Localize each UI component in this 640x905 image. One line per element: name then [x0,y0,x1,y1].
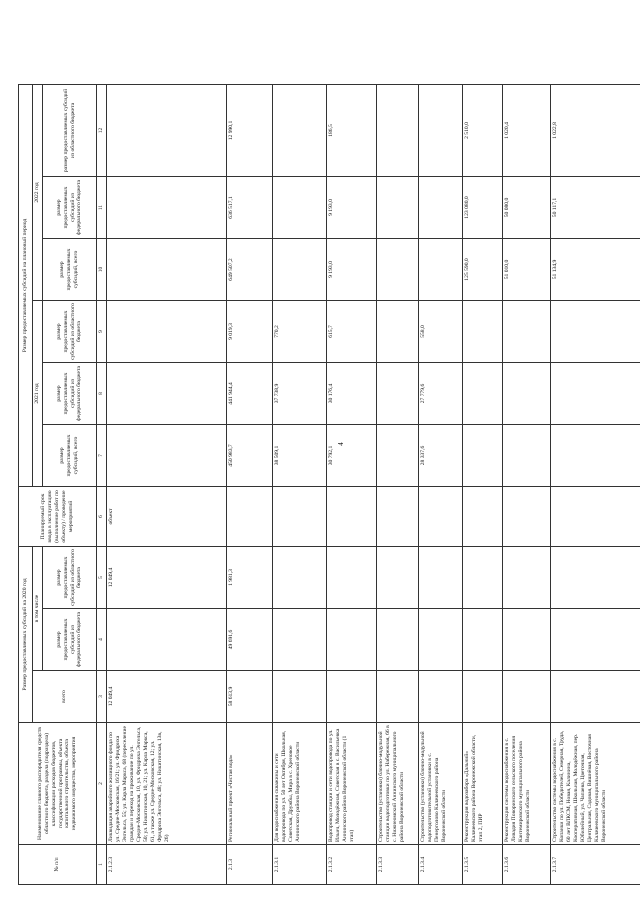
cell-name: Строительство (установки) блочно-модульной водоподготовительной установки в с. Пенерголово Калачеевского района Воронежской области [418,723,462,845]
cell-f22 [106,177,226,239]
subsidy-table [18,84,640,885]
cell-num: 2.1.3.2 [326,845,376,885]
cell-stage [376,487,418,547]
cell-f21: 27 779,6 [418,363,462,425]
cell-f21: 30 176,4 [326,363,376,425]
cell-o21 [376,301,418,363]
cell-num: 2.1.3.4 [418,845,462,885]
cell-total [272,671,326,723]
cell-num: 2.1.3.5 [462,845,502,885]
cell-o21: 9 019,3 [226,301,272,363]
table-row [502,85,550,885]
header-num: № п/п [19,845,97,885]
cell-total: 58 613,9 [226,671,272,723]
cell-t21: 450 983,7 [226,425,272,487]
cell-t21: 38 509,1 [272,425,326,487]
cell-o22: 1 022,8 [550,85,640,177]
cell-t21 [106,425,226,487]
column-index: 8 [97,363,107,425]
cell-stage: объект [106,487,226,547]
column-index: 9 [97,301,107,363]
cell-o22 [376,85,418,177]
header-fed-2022: размер предоставляемых субсидий из федерального бюджета [43,177,97,239]
cell-total [550,671,640,723]
cell-t22 [272,239,326,301]
cell-name: Ликвидация аварийного жилищного фонда по ул. Средне-Московская, 16/21; ул. Фридриха Энгельса, 55; ул. Карла Маркса, 68 (переселение граждан и переход на проживание по ул. Средне-Московская, 10, ул. Фридриха Энгельса, 50; ул. Никитинская, 10, 21; ул. Карла Маркса, 61, а также ул. Средне-Московская, 12; ул. Фридриха Энгельса, 48; ул. Никитинская, 13в, 26) [106,723,226,845]
cell-o22 [106,85,226,177]
cell-fed [502,609,550,671]
header-fed-2021: размер предоставляемых субсидий из федерального бюджета [43,363,97,425]
cell-o21: 770,2 [272,301,326,363]
header-2020: Размер предоставляемых субсидий на 2020 год [19,547,33,723]
header-incl: в том числе [33,547,43,671]
cell-stage [272,487,326,547]
table-row [226,85,272,885]
cell-o21 [462,301,502,363]
table-row [462,85,502,885]
cell-name: Реконструкция системы водоснабжения в с. Ливадия Поворинского сельского поселения Кантемировского муниципального района Воронежской области [502,723,550,845]
cell-t21 [376,425,418,487]
cell-o22: 12 990,1 [226,85,272,177]
cell-num: 2.1.3.6 [502,845,550,885]
cell-f21 [462,363,502,425]
cell-name: Строительство (установки) блочно-модульной станции водоподготовки по ул. Набережная, 66 в с. Нижнеомский Аннинского муниципального района Воронежской области [376,723,418,845]
cell-total [326,671,376,723]
cell-f22: 9 193,0 [326,177,376,239]
column-index: 2 [97,723,107,845]
column-index: 5 [97,547,107,609]
cell-num: 2.1.3 [226,845,272,885]
header-name: Наименование главного распорядителя средств областного бюджета, раздела (подраздела) классификации расходов бюджетов, государственной программы, объекта капитального строительства, объекта недвижимого имущества, мероприятия [19,723,97,845]
cell-stage [550,487,640,547]
cell-t22 [418,239,462,301]
header-2022: 2022 год [33,85,43,301]
cell-num: 2.1.3.7 [550,845,640,885]
cell-t22: 51 134,9 [550,239,640,301]
cell-obl [462,547,502,609]
cell-name: Региональный проект «Чистая вода» [226,723,272,845]
table-row [418,85,462,885]
cell-f22: 636 517,1 [226,177,272,239]
cell-stage [418,487,462,547]
cell-obl [418,547,462,609]
cell-obl [502,547,550,609]
cell-t21 [550,425,640,487]
header-stage: Планируемый срок ввода в эксплуатацию (выполнение работ по объекту) / проведение мероприятий [19,487,97,547]
cell-f21 [106,363,226,425]
cell-t22: 9 193,0 [326,239,376,301]
column-index: 7 [97,425,107,487]
cell-t21 [502,425,550,487]
page-number: 4 [336,442,345,446]
column-index: 10 [97,239,107,301]
cell-num: 2.1.2.3 [106,845,226,885]
cell-f21: 441 944,4 [226,363,272,425]
table-row [106,85,226,885]
header-obl-2021: размер предоставляемых субсидий из областного бюджета [43,301,97,363]
cell-t21 [462,425,502,487]
cell-name: Реконструкция водозабора «Дальний» Калачеевского района Воронежской области, этап 2, ПИР [462,723,502,845]
cell-t22 [106,239,226,301]
cell-o22: 2 510,0 [462,85,502,177]
cell-num: 2.1.3.1 [272,845,326,885]
cell-o22 [272,85,326,177]
cell-fed [418,609,462,671]
header-total-2021: размер предоставляемых субсидий, всего [43,425,97,487]
cell-name: Для водоснабжения скважины и сети водопровода по ул. 50 лет Октября, Школьная, Советская, Дружбы, Мира в с. Хреновое Аннинского района Воронежской области [272,723,326,845]
cell-obl [376,547,418,609]
cell-t22 [376,239,418,301]
cell-fed: 49 691,6 [226,609,272,671]
cell-o21: 558,0 [418,301,462,363]
column-index: 12 [97,85,107,177]
cell-name: Строительство системы водоснабжения в с. Копанки по ул. Победителей, Северная, Труда, 60 лет ВЛКСМ, Новая, Калинина, Кооперативная, Школьная, Молодёжная, пер. Юбилейный, ул. Чапаева, Цветочная, Центральная, Садовая, Вишнёвая, Восточная Калачеевского муниципального района Воронежской области [550,723,640,845]
cell-stage [326,487,376,547]
cell-f22 [272,177,326,239]
header-2021: 2021 год [33,301,43,487]
cell-f22 [376,177,418,239]
header-total: всего [33,671,97,723]
cell-f21 [502,363,550,425]
cell-fed [462,609,502,671]
cell-f22: 50 080,0 [502,177,550,239]
cell-obl: 1 981,3 [226,547,272,609]
header-total-2022: размер предоставляемых субсидий, всего [43,239,97,301]
cell-stage [502,487,550,547]
table-row [550,85,640,885]
cell-o22: 1 020,4 [502,85,550,177]
header-fed-2020: размер предоставляемых субсидий из федерального бюджета [43,609,97,671]
cell-f21: 37 738,9 [272,363,326,425]
column-index: 4 [97,609,107,671]
cell-t22: 125 590,0 [462,239,502,301]
cell-t22: 649 507,2 [226,239,272,301]
cell-fed [272,609,326,671]
cell-o22 [418,85,462,177]
header-period: Размер предоставляемых субсидий на плановый период [19,85,33,487]
cell-stage [226,487,272,547]
cell-obl [550,547,640,609]
cell-name: Водопровод станции и сети водопровода по ул. Ильич, Молодёжная, Советская в с. Васильевка Аннинского района Воронежской области (1 этап) [326,723,376,845]
cell-o21 [106,301,226,363]
cell-fed [326,609,376,671]
cell-o21: 615,7 [326,301,376,363]
cell-total [502,671,550,723]
cell-o21 [502,301,550,363]
header-obl-2020: размер предоставляемых субсидий из областного бюджета [43,547,97,609]
table-body [106,85,640,885]
cell-o21 [550,301,640,363]
cell-t22: 51 010,0 [502,239,550,301]
column-index: 3 [97,671,107,723]
column-index: 6 [97,487,107,547]
cell-f22: 50 117,1 [550,177,640,239]
cell-total [462,671,502,723]
cell-f21 [550,363,640,425]
cell-fed [550,609,640,671]
header-obl-2022: размер предоставляемых субсидий из областного бюджета [43,85,97,177]
cell-fed [106,609,226,671]
cell-total [418,671,462,723]
cell-stage [462,487,502,547]
rotated-table-container [18,85,613,885]
cell-obl [272,547,326,609]
cell-num: 2.1.3.3 [376,845,418,885]
cell-t21: 30 792,1 [326,425,376,487]
column-index: 11 [97,177,107,239]
cell-obl: 12 049,4 [106,547,226,609]
table-row [376,85,418,885]
cell-f22 [418,177,462,239]
cell-o22: 186,5 [326,85,376,177]
cell-t21: 28 337,6 [418,425,462,487]
cell-total [376,671,418,723]
column-index: 1 [97,845,107,885]
cell-obl [326,547,376,609]
table-row [272,85,326,885]
cell-f22: 123 080,0 [462,177,502,239]
column-index-row [97,85,107,885]
cell-fed [376,609,418,671]
table-row [326,85,376,885]
cell-total: 12 049,4 [106,671,226,723]
cell-f21 [376,363,418,425]
